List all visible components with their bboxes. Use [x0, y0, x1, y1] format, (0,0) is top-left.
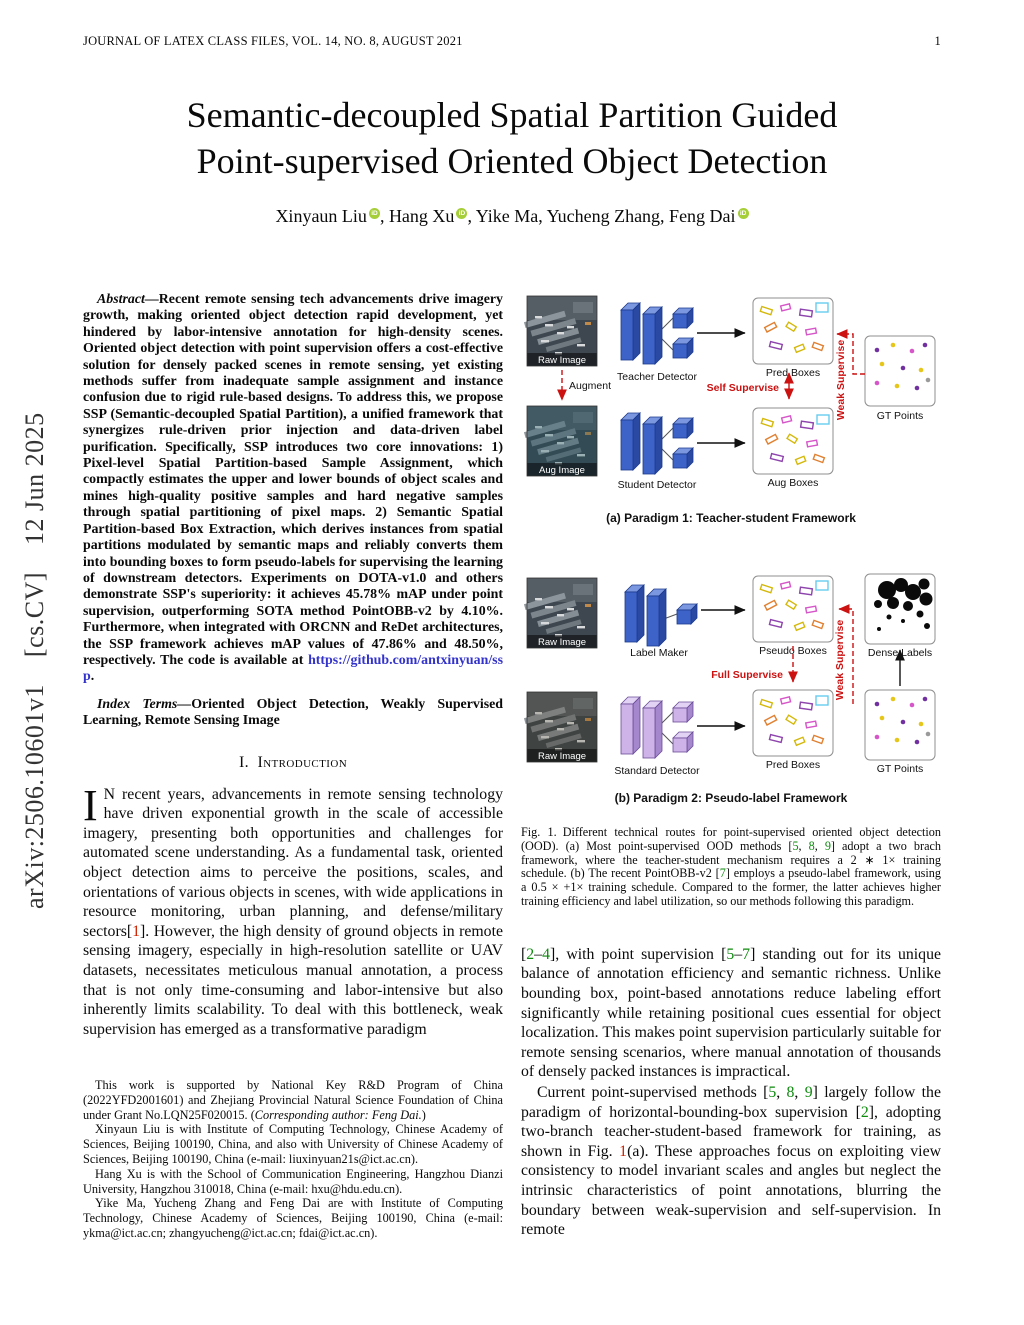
right-column: [521, 288, 941, 1240]
paper-title-line1: Semantic-decoupled Spatial Partition Guided: [186, 95, 838, 135]
text-segment: Oriented Object Detection, Weakly Supervised Learning, Remote Sensing Image: [83, 696, 503, 729]
page-number: 1: [934, 34, 941, 48]
text-segment: ,: [798, 838, 809, 853]
raw-image-b-bottom-label: Raw Image: [537, 751, 587, 762]
text-segment: Fig. 1. Different technical routes for point-supervised oriented object detection (OOD). (a) Most point-supervised OOD methods [: [521, 825, 941, 853]
authors-line: [0, 206, 1024, 227]
paradigm-a: [524, 296, 935, 525]
citation-link[interactable]: 4: [542, 945, 550, 963]
student-detector-icon: [621, 413, 693, 474]
aug-image-label: Aug Image: [539, 465, 585, 476]
teacher-detector-label: Teacher Detector: [617, 371, 697, 383]
figure-1: [521, 288, 941, 909]
augment-label: Augment: [569, 380, 612, 392]
self-supervise-label: Self Supervise: [706, 382, 779, 394]
figure-1-diagram: [521, 288, 941, 806]
text-segment: (a). These approaches focus on exploiting view consistency to model invariant scales and angles but neglect the intrinsic characteristics of point annotations, blurring the boundary between weak-supervision and self-supervision. In remote: [521, 1142, 941, 1239]
raw-image-a: [524, 296, 597, 366]
left-column: [83, 292, 503, 1039]
citation-link[interactable]: 7: [742, 945, 751, 963]
text-segment: ] adopt a two brach framework, where the teacher-student mechanism requires a 2 ∗ 1× training schedule. (b) The recent PointOBB-v2 [: [521, 838, 941, 881]
raw-image-b-bottom: [524, 692, 597, 762]
weak-supervise-label-a: Weak Supervise: [835, 339, 847, 421]
section-heading-introduction: I. Introduction: [238, 753, 348, 771]
footnote-affiliation-xu: [83, 1167, 503, 1197]
text-segment: ,: [776, 1083, 787, 1101]
footnote-funding: [83, 1078, 503, 1122]
student-detector-label: Student Detector: [617, 479, 697, 491]
raw-image-b-top: [524, 578, 597, 648]
paper-title-line2: Point-supervised Oriented Object Detection: [196, 141, 828, 181]
text-segment: Index Terms—: [97, 696, 192, 712]
citation-link[interactable]: 5: [792, 838, 799, 853]
citation-link[interactable]: 7: [719, 866, 726, 881]
paradigm-b-caption: (b) Paradigm 2: Pseudo-label Framework: [614, 791, 848, 805]
text-segment: ,: [814, 838, 825, 853]
author-name: , Yike Ma, Yucheng Zhang, Feng Dai: [467, 206, 736, 226]
raw-image-b-top-label: Raw Image: [537, 637, 587, 648]
citation-link[interactable]: 8: [786, 1083, 795, 1101]
pseudo-boxes-label: Pseudo Boxes: [759, 645, 827, 657]
full-supervise-label: Full Supervise: [711, 669, 783, 681]
text-segment: –: [734, 945, 743, 963]
paradigm-a-caption: (a) Paradigm 1: Teacher-student Framework: [606, 511, 856, 525]
author-name: , Hang Xu: [379, 206, 455, 226]
intro-paragraph-text: [83, 780, 503, 1038]
weak-supervise-label-b: Weak Supervise: [834, 619, 846, 701]
dense-labels-panel: [865, 574, 935, 644]
text-segment: This work is supported by National Key R&D Program of China (2022YFD2001601) and Zhejiang Provincial Natural Science Foundation of China under Grant No.LQN25F020015. (: [83, 1078, 503, 1122]
journal-header: JOURNAL OF LATEX CLASS FILES, VOL. 14, NO. 8, AUGUST 2021: [83, 34, 463, 48]
citation-link[interactable]: 2: [860, 1103, 869, 1121]
orcid-icon[interactable]: iD: [369, 208, 380, 219]
gt-points-label-b: GT Points: [876, 763, 924, 775]
aug-boxes-label: Aug Boxes: [767, 477, 819, 489]
standard-detector-icon: [621, 697, 693, 758]
text-segment: ], with point supervision [: [549, 945, 727, 963]
raw-image-a-label: Raw Image: [537, 355, 587, 366]
text-segment: ): [421, 1107, 426, 1122]
aug-image: [524, 406, 597, 476]
text-segment: ,: [794, 1083, 805, 1101]
citation-link[interactable]: 1: [132, 922, 141, 940]
orcid-icon[interactable]: iD: [738, 208, 749, 219]
orcid-icon[interactable]: iD: [456, 208, 467, 219]
text-segment: ]. However, the high density of ground objects in remote sensing imagery, especially in high-resolution satellite or UAV datasets, necessitates meticulous manual annotation, a process that is not only time-consuming and labor-intensive but also inherently limits scalability. To deal with this bottleneck, weak supervision has emerged as a transformative paradigm: [83, 922, 503, 1038]
figure-1-caption: [521, 826, 941, 909]
citation-link[interactable]: 5: [768, 1083, 777, 1101]
index-terms: [83, 697, 503, 730]
right-column-paragraph-1: [521, 945, 941, 1082]
gt-points-panel-b: [865, 690, 935, 760]
citation-link[interactable]: 9: [824, 838, 831, 853]
right-column-paragraph-2: [521, 1083, 941, 1240]
text-segment: ] standing out for its unique balance of annotation efficiency and semantic richness. Unlike bounding box, point-based annotations reduce labeling effort significantly while retaining positional cues essential for object localization. This makes point supervision particularly suitable for remote sensing scenarios, where manual annotation of thousands of densely packed instances is impractical.: [521, 945, 941, 1081]
pred-boxes-label-b: Pred Boxes: [765, 759, 821, 771]
text-segment: Corresponding author: Feng Dai.: [254, 1107, 422, 1122]
code-url-link[interactable]: https://github.com/antxinyuan/ssp: [83, 652, 503, 685]
footnote-affiliation-ma-zhang-dai: [83, 1196, 503, 1240]
paradigm-b: [524, 574, 935, 805]
text-segment: ] employs a pseudo-label framework, using a 0.5 × +1× training schedule. Compared to the former, the latter achieves higher training efficiency and label utilization, so our methods following this paradigm.: [521, 866, 941, 908]
author-name: Xinyaun Liu: [275, 206, 367, 226]
text-segment: Abstract—: [97, 292, 159, 307]
gt-points-label-a: GT Points: [876, 410, 924, 422]
label-maker-label: Label Maker: [630, 647, 688, 659]
text-segment: N recent years, advancements in remote sensing technology have driven exponential growth in the scale of accessible imagery, presenting both opportunities and challenges for automated scene understanding. As a fundamental task, oriented object detection aims to perceive the positions, scales, and orientations of various objects in scenes, with wide applications in resource monitoring, urban planning, and defense/military sectors[: [83, 785, 503, 940]
arxiv-watermark: arXiv:2506.10601v1 [cs.CV] 12 Jun 2025: [20, 412, 49, 910]
footnote-affiliation-liu: [83, 1122, 503, 1166]
text-segment: Recent remote sensing tech advancements drive imagery growth, making oriented object detection rapid development, yet hindered by labor-intensive annotation for high-density scenes. Oriented object detection with point supervision offers a cost-effective solution for densely packed scenes in remote sensing, yet existing methods suffer from inadequate sample assignment and instance confusion due to rigid rule-based designs. To address this, we propose SSP (Semantic-decoupled Spatial Partition), a unified framework that synergizes rule-driven prior injection and data-driven label purification. Specifically, SSP introduces two core innovations: 1) Pixel-level Spatial Partition-based Sample Assignment, which compactly estimates the upper and lower bounds of object scales and mines high-quality positive samples and hard negative samples through spatial partitioning of pixel maps. 2) Semantic Spatial Partition-based Box Extraction, which derives instances from spatial partitions modulated by semantic maps and reliably converts them into bounding boxes to form pseudo-labels for supervising the learning of downstream detectors. Experiments on DOTA-v1.0 and others demonstrate SSP's superiority: it achieves 45.78% mAP under point supervision, outperforming SOTA method PointOBB-v2 by 4.10%. Furthermore, when integrated with ORCNN and ReDet architectures, the SSP framework achieves mAP values of 47.86% and 48.50%, respectively. The code is available at: [83, 292, 503, 668]
pred-boxes-panel-b: [753, 690, 833, 756]
text-segment: Yike Ma, Yucheng Zhang and Feng Dai are with Institute of Computing Technology, Chinese Academy of Sciences, Beijing 100190, China (e-mail: ykma@ict.ac.cn; zhangyucheng@ict.ac.cn; fdai@ict.ac.cn).: [83, 1196, 503, 1240]
abstract-paragraph: [83, 292, 503, 686]
pred-boxes-panel-a: [753, 298, 833, 364]
text-segment: [: [521, 945, 527, 963]
aug-boxes-panel: [753, 408, 833, 474]
citation-link[interactable]: 2: [526, 945, 535, 963]
paper-title: [0, 92, 1024, 184]
footnotes-block: [83, 1078, 503, 1241]
text-segment: Hang Xu is with the School of Communication Engineering, Hangzhou Dianzi University, Hangzhou 310018, China (e-mail: hxu@hdu.edu.cn).: [83, 1166, 503, 1196]
text-segment: Current point-supervised methods [: [537, 1083, 769, 1101]
text-segment: Xinyaun Liu is with Institute of Computing Technology, Chinese Academy of Sciences, Beijing 100190, China, and also with University of Chinese Academy of Sciences, Beijing 100190, China (e-mail: liuxinyuan21s@ict.ac.cn).: [83, 1122, 503, 1166]
intro-paragraph: [83, 780, 503, 1040]
citation-link[interactable]: 5: [726, 945, 735, 963]
label-maker-icon: [625, 585, 697, 646]
dense-labels-label: Dense Labels: [867, 647, 933, 659]
text-segment: .: [90, 669, 95, 685]
text-segment: –: [534, 945, 543, 963]
standard-detector-label: Standard Detector: [614, 765, 700, 777]
drop-cap: I: [83, 780, 98, 830]
pred-boxes-label-a: Pred Boxes: [765, 367, 821, 379]
citation-link[interactable]: 8: [808, 838, 815, 853]
citation-link[interactable]: 9: [804, 1083, 813, 1101]
gt-points-panel-a: [865, 336, 935, 406]
teacher-detector-icon: [621, 303, 693, 364]
pseudo-boxes-panel: [753, 576, 833, 642]
text-segment: ] largely follow the paradigm of horizontal-bounding-box supervision [: [521, 1083, 941, 1121]
page-header: [83, 34, 941, 49]
text-segment: ], adopting two-branch teacher-student-based framework for training, as shown in Fig.: [521, 1103, 941, 1160]
figure-reference-link[interactable]: 1: [619, 1142, 628, 1160]
